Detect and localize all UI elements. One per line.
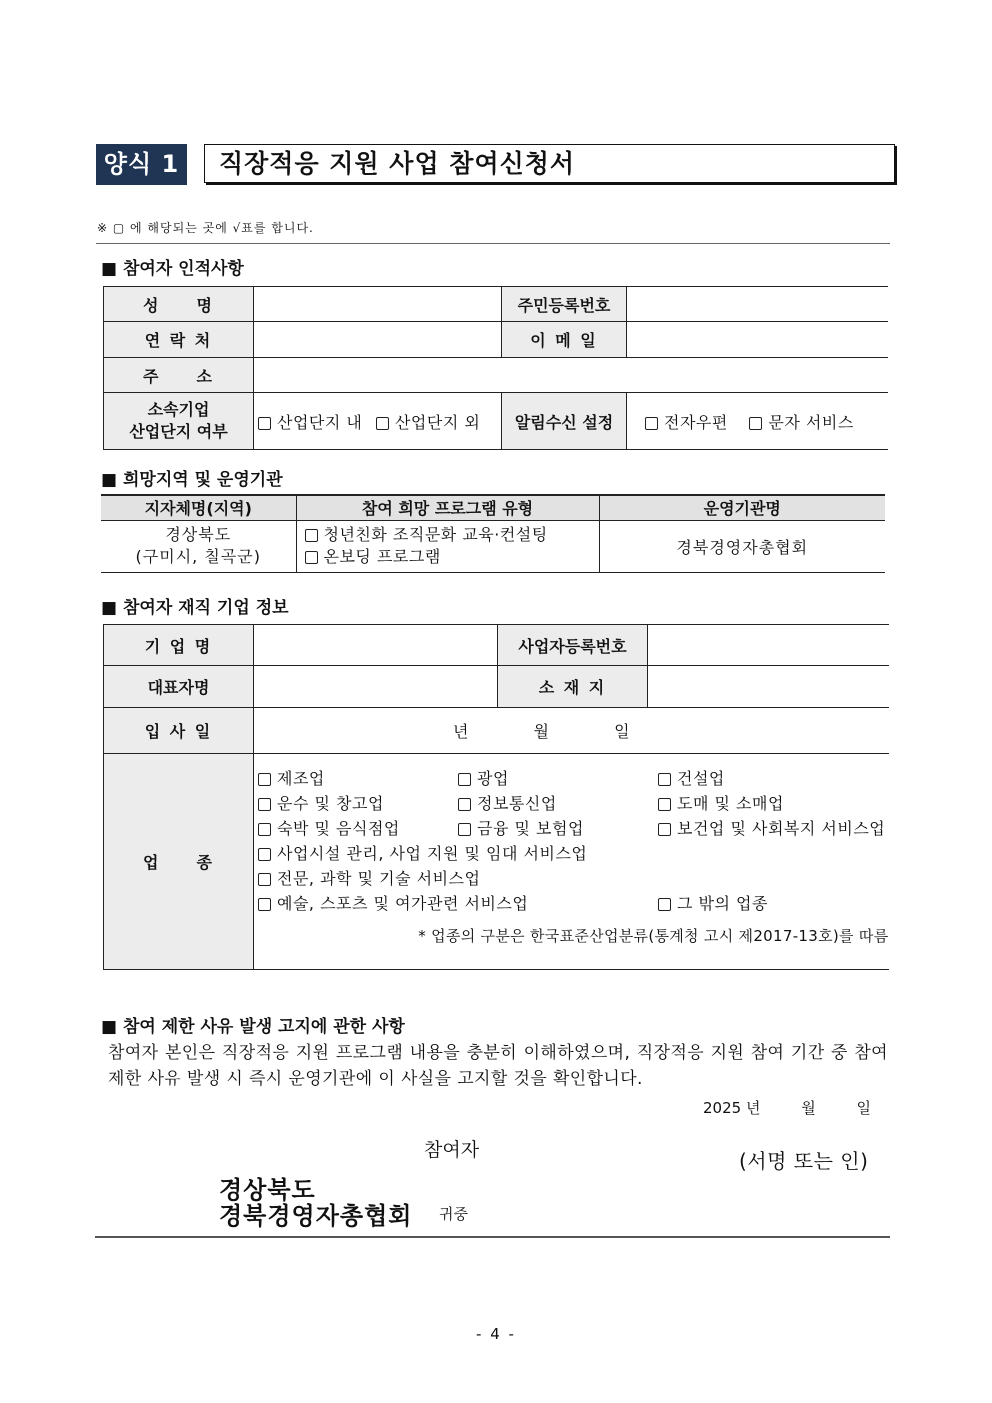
section-region-title: ■ 희망지역 및 운영기관 bbox=[101, 470, 283, 490]
industry-ict-checkbox[interactable] bbox=[458, 798, 471, 811]
sign-date bbox=[703, 1097, 871, 1118]
rrn-label: 주민등록번호 bbox=[502, 287, 627, 322]
address-label: 주 소 bbox=[104, 358, 254, 393]
industry-lodging-label: 숙박 및 음식점업 bbox=[277, 819, 400, 838]
org-cell: 경북경영자총협회 bbox=[599, 520, 885, 572]
notify-mail-checkbox[interactable] bbox=[645, 417, 658, 430]
ceo-label: 대표자명 bbox=[104, 666, 254, 708]
signature-note: (서명 또는 인) bbox=[739, 1149, 869, 1173]
bizno-label: 사업자등록번호 bbox=[498, 625, 648, 666]
col-program-header: 참여 희망 프로그램 유형 bbox=[296, 495, 599, 520]
program-onboarding-checkbox[interactable] bbox=[305, 551, 318, 564]
program-culture-checkbox[interactable] bbox=[305, 529, 318, 542]
name-label: 성 명 bbox=[104, 287, 254, 322]
program-onboarding-label: 온보딩 프로그램 bbox=[323, 547, 441, 566]
complex-out-label: 산업단지 외 bbox=[394, 412, 481, 432]
bizno-field[interactable] bbox=[648, 625, 889, 666]
industry-classification-note: * 업종의 구분은 한국표준산업분류(통계청 고시 제2017-13호)를 따름 bbox=[418, 927, 889, 945]
email-label: 이 메 일 bbox=[502, 322, 627, 358]
rrn-field[interactable] bbox=[627, 287, 888, 322]
program-culture-label: 청년친화 조직문화 교육·컨설팅 bbox=[323, 525, 548, 544]
complex-label-line1: 소속기업 bbox=[147, 400, 210, 419]
industry-facility-checkbox[interactable] bbox=[258, 848, 271, 861]
col-org-header: 운영기관명 bbox=[599, 495, 885, 520]
personal-info-table bbox=[103, 286, 888, 450]
ceo-field[interactable] bbox=[254, 666, 498, 708]
industry-finance-checkbox[interactable] bbox=[458, 823, 471, 836]
complex-options bbox=[254, 393, 502, 450]
section-personal-title: ■ 참여자 인적사항 bbox=[101, 259, 244, 279]
industry-retail-checkbox[interactable] bbox=[658, 798, 671, 811]
footer-divider bbox=[95, 1236, 890, 1238]
region-cell bbox=[101, 520, 296, 572]
recipient-province: 경상북도 bbox=[219, 1175, 316, 1204]
contact-label: 연 락 처 bbox=[104, 322, 254, 358]
industry-manufacturing-checkbox[interactable] bbox=[258, 773, 271, 786]
industry-health-label: 보건업 및 사회복지 서비스업 bbox=[677, 819, 886, 838]
complex-out-checkbox[interactable] bbox=[376, 417, 389, 430]
name-field[interactable] bbox=[254, 287, 502, 322]
industry-manufacturing-label: 제조업 bbox=[277, 769, 325, 788]
company-table bbox=[103, 624, 889, 970]
complex-in-checkbox[interactable] bbox=[258, 417, 271, 430]
join-date-field[interactable] bbox=[254, 708, 889, 754]
industry-lodging-checkbox[interactable] bbox=[258, 823, 271, 836]
notify-label: 알림수신 설정 bbox=[502, 393, 627, 450]
region-table bbox=[101, 494, 885, 573]
divider bbox=[96, 243, 890, 244]
address-field[interactable] bbox=[254, 358, 888, 393]
industry-other-checkbox[interactable] bbox=[658, 898, 671, 911]
complex-in-label: 산업단지 내 bbox=[277, 412, 363, 432]
notify-sms-checkbox[interactable] bbox=[749, 417, 762, 430]
company-label: 기 업 명 bbox=[104, 625, 254, 666]
industry-options bbox=[254, 754, 889, 970]
industry-construction-label: 건설업 bbox=[677, 769, 725, 788]
form-number-badge: 양식 1 bbox=[96, 144, 187, 185]
program-cell bbox=[296, 520, 599, 572]
sign-date-year: 2025 년 bbox=[703, 1099, 761, 1117]
notify-sms-label: 문자 서비스 bbox=[768, 412, 854, 432]
recipient-organization: 경북경영자총협회 bbox=[219, 1201, 413, 1230]
location-field[interactable] bbox=[648, 666, 889, 708]
col-region-header: 지자체명(지역) bbox=[101, 495, 296, 520]
check-instruction: ※ ▢ 에 해당되는 곳에 √표를 합니다. bbox=[97, 221, 314, 235]
join-date-label: 입 사 일 bbox=[104, 708, 254, 754]
contact-field[interactable] bbox=[254, 322, 502, 358]
industry-arts-checkbox[interactable] bbox=[258, 898, 271, 911]
email-field[interactable] bbox=[627, 322, 888, 358]
industry-ict-label: 정보통신업 bbox=[477, 794, 557, 813]
industry-arts-label: 예술, 스포츠 및 여가관련 서비스업 bbox=[277, 894, 529, 913]
page-number: - 4 - bbox=[476, 1325, 516, 1343]
notify-options bbox=[627, 393, 888, 450]
sign-date-day: 일 bbox=[856, 1099, 871, 1117]
applicant-label: 참여자 bbox=[424, 1139, 480, 1161]
join-day-unit: 일 bbox=[614, 722, 630, 741]
location-label: 소 재 지 bbox=[498, 666, 648, 708]
industry-label: 업 종 bbox=[104, 754, 254, 970]
industry-retail-label: 도매 및 소매업 bbox=[677, 794, 784, 813]
notify-mail-label: 전자우편 bbox=[664, 412, 728, 432]
sign-date-month: 월 bbox=[801, 1099, 816, 1117]
industry-facility-label: 사업시설 관리, 사업 지원 및 임대 서비스업 bbox=[277, 844, 588, 863]
industry-transport-label: 운수 및 창고업 bbox=[277, 794, 384, 813]
section-company-title: ■ 참여자 재직 기업 정보 bbox=[101, 598, 289, 618]
honorific: 귀중 bbox=[439, 1205, 468, 1223]
industry-mining-checkbox[interactable] bbox=[458, 773, 471, 786]
industry-science-label: 전문, 과학 및 기술 서비스업 bbox=[277, 869, 481, 888]
join-month-unit: 월 bbox=[533, 722, 549, 741]
section-notice-title: ■ 참여 제한 사유 발생 고지에 관한 사항 bbox=[101, 1017, 405, 1037]
complex-label-line2: 산업단지 여부 bbox=[129, 422, 228, 441]
region-line1: 경상북도 bbox=[165, 525, 232, 544]
industry-transport-checkbox[interactable] bbox=[258, 798, 271, 811]
join-year-unit: 년 bbox=[452, 722, 469, 741]
industry-health-checkbox[interactable] bbox=[658, 823, 671, 836]
complex-label bbox=[104, 393, 254, 450]
industry-construction-checkbox[interactable] bbox=[658, 773, 671, 786]
form-title: 직장적응 지원 사업 참여신청서 bbox=[204, 144, 895, 183]
company-field[interactable] bbox=[254, 625, 498, 666]
industry-science-checkbox[interactable] bbox=[258, 873, 271, 886]
region-line2: (구미시, 칠곡군) bbox=[135, 547, 261, 566]
declaration-text: 참여자 본인은 직장적응 지원 프로그램 내용을 충분히 이해하였으며, 직장적응 지원 참여 기간 중 참여 제한 사유 발생 시 즉시 운영기관에 이 사실을 고지할 것을 확인합니다. bbox=[108, 1043, 888, 1089]
industry-finance-label: 금융 및 보험업 bbox=[477, 819, 584, 838]
industry-other-label: 그 밖의 업종 bbox=[677, 894, 768, 913]
industry-mining-label: 광업 bbox=[477, 769, 509, 788]
